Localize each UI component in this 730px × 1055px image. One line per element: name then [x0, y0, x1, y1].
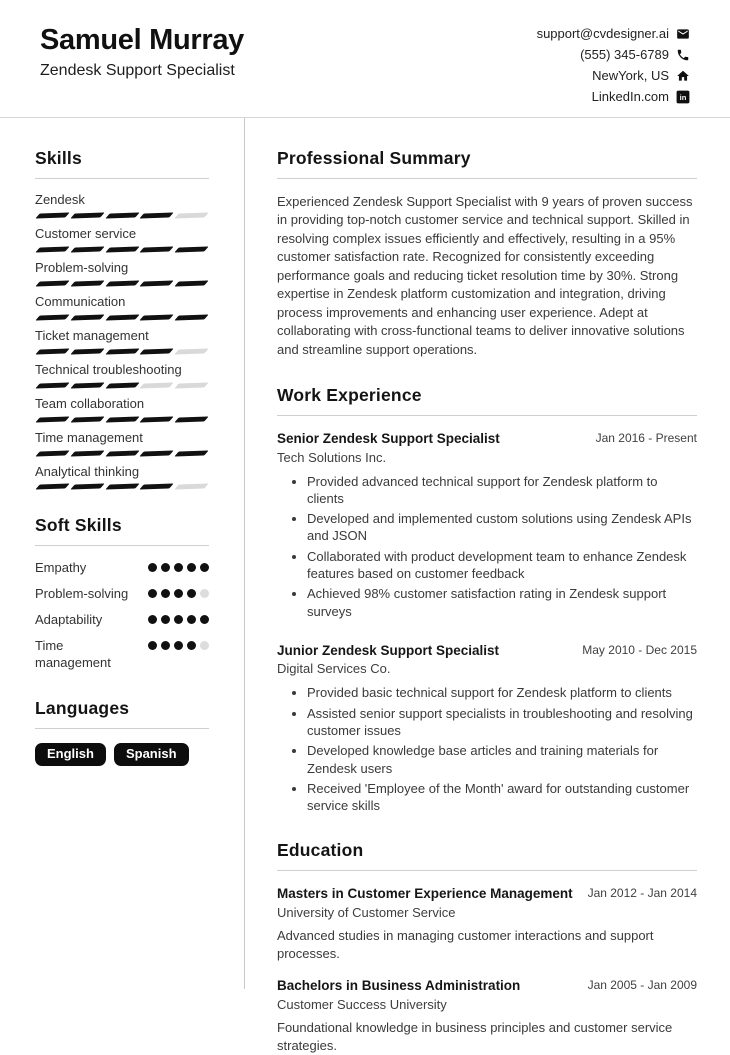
job-dates: May 2010 - Dec 2015 — [582, 642, 697, 657]
contact-phone: (555) 345-6789 — [580, 47, 669, 62]
skill-level-bar — [35, 349, 209, 354]
language-pills — [35, 743, 209, 766]
school-name: University of Customer Service — [277, 904, 456, 920]
skill-label: Customer service — [35, 225, 137, 241]
job-bullets — [277, 684, 697, 814]
education-header — [277, 885, 697, 903]
education-entry — [277, 977, 697, 1055]
job-company: Tech Solutions Inc. — [277, 449, 387, 465]
identity-block — [40, 24, 244, 80]
skill-label: Analytical thinking — [35, 463, 140, 479]
job-title: Senior Zendesk Support Specialist — [277, 431, 500, 447]
soft-skills-heading: Soft Skills — [35, 515, 209, 546]
skill-level-bar — [35, 213, 209, 218]
skill-label: Technical troubleshooting — [35, 361, 182, 377]
skill-level-bar — [35, 417, 209, 422]
skill-level-bar — [35, 281, 209, 286]
content-columns — [0, 118, 730, 1054]
contact-email-row[interactable] — [537, 26, 690, 41]
skills-section — [35, 148, 209, 489]
education-dates: Jan 2012 - Jan 2014 — [587, 886, 697, 901]
education-header — [277, 977, 697, 995]
contact-location: NewYork, US — [592, 68, 669, 83]
contact-linkedin-row[interactable] — [592, 89, 690, 104]
job-bullet: • Collaborated with product development team to enhance Zendesk features based on customer feedback — [307, 548, 697, 583]
phone-icon — [676, 48, 690, 62]
skill-level-bar — [35, 247, 209, 252]
soft-skill-label: Problem-solving — [35, 586, 129, 602]
soft-skill-dots — [148, 638, 209, 650]
degree-title: Bachelors in Business Administration — [277, 978, 521, 994]
soft-skill-dots — [148, 612, 209, 624]
skill-level-bar — [35, 315, 209, 320]
job-header — [277, 430, 697, 448]
job-bullet: • Received 'Employee of the Month' award for outstanding customer service skills — [307, 780, 697, 815]
education-section — [277, 840, 697, 1055]
job-bullet: • Provided basic technical support for Zendesk platform to clients — [307, 684, 697, 701]
summary-section — [277, 148, 697, 359]
person-job-title: Zendesk Support Specialist — [40, 62, 235, 80]
job-title: Junior Zendesk Support Specialist — [277, 642, 500, 658]
skill-item — [35, 431, 209, 456]
job-bullet: • Achieved 98% customer satisfaction rating in Zendesk support surveys — [307, 585, 697, 620]
soft-skill-item — [35, 638, 209, 672]
job-entry — [277, 430, 697, 620]
soft-skills-section — [35, 515, 209, 671]
person-name: Samuel Murray — [40, 24, 245, 56]
soft-skill-item — [35, 560, 209, 577]
degree-title: Masters in Customer Experience Management — [277, 886, 573, 902]
main-content — [245, 118, 730, 1054]
email-icon — [676, 27, 690, 41]
contact-location-row — [592, 68, 690, 83]
skill-item — [35, 363, 209, 388]
skill-label: Time management — [35, 429, 143, 445]
education-description: Advanced studies in managing customer interactions and support processes. — [277, 927, 654, 962]
job-entry — [277, 642, 697, 815]
soft-skill-dots — [148, 560, 209, 572]
job-bullet: • Developed knowledge base articles and training materials for Zendesk users — [307, 742, 697, 777]
soft-skill-label: Adaptability — [35, 612, 103, 628]
skill-label: Problem-solving — [35, 259, 129, 275]
skill-label: Zendesk — [35, 192, 85, 207]
job-bullet: • Assisted senior support specialists in troubleshooting and resolving customer issues — [307, 705, 697, 740]
contact-email[interactable]: support@cvdesigner.ai — [536, 26, 669, 41]
languages-section — [35, 698, 209, 766]
school-name: Customer Success University — [277, 996, 447, 1012]
skill-level-bar — [35, 383, 209, 388]
education-entry — [277, 885, 697, 963]
skill-item — [35, 227, 209, 252]
languages-heading: Languages — [35, 698, 209, 729]
skill-item — [35, 397, 209, 422]
soft-skill-item — [35, 612, 209, 629]
soft-skill-dots — [148, 586, 209, 598]
skill-level-bar — [35, 451, 209, 456]
job-dates: Jan 2016 - Present — [595, 431, 697, 446]
education-dates: Jan 2005 - Jan 2009 — [587, 978, 697, 993]
skill-item — [35, 261, 209, 286]
contact-linkedin[interactable]: LinkedIn.com — [591, 89, 669, 104]
job-company: Digital Services Co. — [277, 661, 391, 677]
soft-skill-item — [35, 586, 209, 603]
education-heading: Education — [277, 840, 697, 871]
job-bullet: • Provided advanced technical support for Zendesk platform to clients — [307, 473, 697, 508]
soft-skill-label: Empathy — [35, 560, 87, 576]
job-header — [277, 642, 697, 660]
linkedin-icon — [676, 90, 690, 104]
experience-section — [277, 385, 697, 814]
soft-skill-label: Time management — [35, 638, 111, 670]
skill-item — [35, 465, 209, 490]
skill-item — [35, 329, 209, 354]
contact-block — [537, 24, 690, 110]
experience-heading: Work Experience — [277, 385, 697, 416]
home-icon — [676, 69, 690, 83]
skill-label: Ticket management — [35, 327, 149, 343]
summary-text: Experienced Zendesk Support Specialist with 9 years of proven success in providing top-notch customer service and technical support. Skilled in resolving complex issues efficiently and effectively, resulting in a 95% customer satisfaction rate. Recognized for consistently exceeding performance goals and reducing ticket resolution time by 30%. Strong expertise in Zendesk platform customization and integration, driving process improvements and enhancing user experience. Adept at collaborating with cross-functional teams to deliver innovative solutions and streamline support operations. — [277, 194, 693, 357]
skills-heading: Skills — [35, 148, 209, 179]
skill-item — [35, 295, 209, 320]
job-bullet: • Developed and implemented custom solutions using Zendesk APIs and JSON — [307, 510, 697, 545]
summary-heading: Professional Summary — [277, 148, 697, 179]
language-badge: English — [35, 743, 106, 766]
education-description: Foundational knowledge in business principles and customer service strategies. — [277, 1019, 673, 1054]
language-badge: Spanish — [114, 743, 189, 766]
skill-level-bar — [35, 484, 209, 489]
header — [0, 0, 730, 118]
svg-text:in: in — [679, 92, 687, 102]
job-bullets — [277, 473, 697, 620]
sidebar — [0, 118, 245, 989]
skill-label: Communication — [35, 293, 126, 309]
contact-phone-row — [580, 47, 690, 62]
skill-item — [35, 193, 209, 218]
skill-label: Team collaboration — [35, 395, 145, 411]
